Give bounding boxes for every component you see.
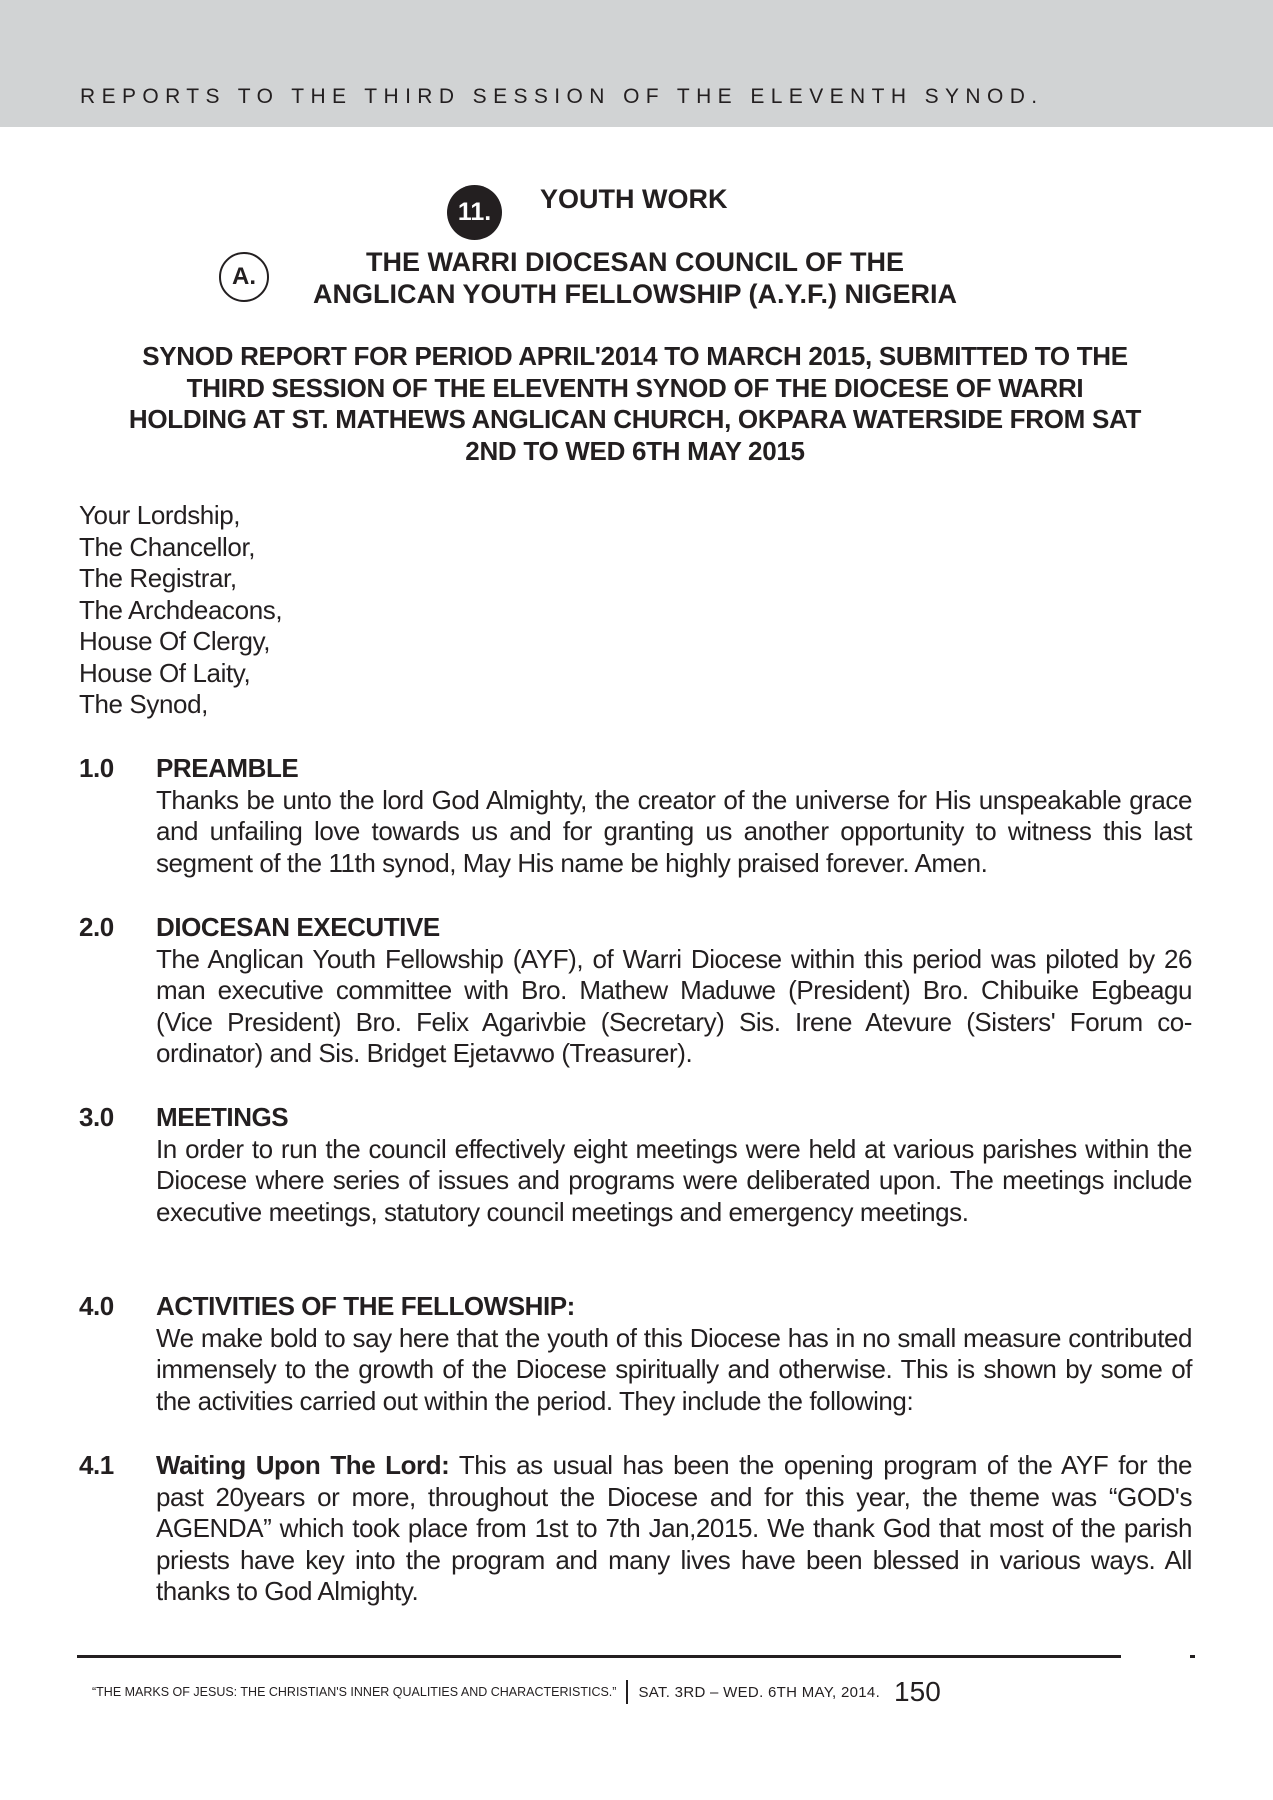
footer-dates: SAT. 3RD – WED. 6TH MAY, 2014. — [638, 1683, 881, 1701]
page-number: 150 — [894, 1676, 941, 1707]
section-heading: MEETINGS — [156, 1102, 289, 1132]
running-title: REPORTS TO THE THIRD SESSION OF THE ELEVENTH SYNOD. — [80, 85, 1044, 108]
section-number: 2.0 — [79, 912, 114, 942]
section-number: 4.0 — [79, 1291, 114, 1321]
page-footer — [92, 1676, 1192, 1708]
section-body: In order to run the council effectively eight meetings were held at various parishes within the Diocese where series of issues and programs were deliberated upon. The meetings include executive meetings, statutory council meetings and emergency meetings. — [156, 1133, 1192, 1227]
report-title-line: 2ND TO WED 6TH MAY 2015 — [465, 435, 805, 466]
footer-divider — [626, 1680, 628, 1704]
section-heading: DIOCESAN EXECUTIVE — [156, 912, 440, 942]
salutation-line: House Of Clergy, — [79, 626, 271, 656]
section-inline-heading: Waiting Upon The Lord: — [156, 1450, 450, 1480]
section-heading: PREAMBLE — [156, 753, 299, 783]
report-title-line: HOLDING AT ST. MATHEWS ANGLICAN CHURCH, OKPARA WATERSIDE FROM SAT — [128, 404, 1142, 435]
salutation-line: House Of Laity, — [79, 657, 251, 688]
footer-theme: “THE MARKS OF JESUS: THE CHRISTIAN'S INNER QUALITIES AND CHARACTERISTICS.” — [92, 1685, 617, 1699]
section-body: The Anglican Youth Fellowship (AYF), of Warri Diocese within this period was piloted by 26 man executive committee with Bro. Mathew Maduwe (President) Bro. Chibuike Egbeagu (Vice President) Bro. Felix Agarivbie (Secretary) Sis. Irene Atevure (Sisters' Forum co-ordinator) and Sis. Bridget Ejetavwo (Treasurer). — [156, 943, 1192, 1069]
salutation-line: The Archdeacons, — [79, 594, 283, 625]
section-diocesan-executive — [79, 912, 1192, 1070]
section-title-line: ANGLICAN YOUTH FELLOWSHIP (A.Y.F.) NIGERIA — [312, 279, 958, 309]
report-title-line: THIRD SESSION OF THE ELEVENTH SYNOD OF THE DIOCESE OF WARRI — [186, 372, 1084, 403]
section-heading: ACTIVITIES OF THE FELLOWSHIP: — [156, 1291, 575, 1321]
section-title-line: THE WARRI DIOCESAN COUNCIL OF THE — [365, 247, 904, 277]
salutation-line: The Registrar, — [79, 563, 237, 593]
section-number: 4.1 — [79, 1450, 114, 1480]
salutation-line: The Synod, — [79, 689, 208, 719]
section-preamble — [79, 753, 1192, 879]
section-number: 3.0 — [79, 1102, 114, 1132]
report-title-line: SYNOD REPORT FOR PERIOD APRIL'2014 TO MARCH 2015, SUBMITTED TO THE — [142, 341, 1128, 371]
section-number: 1.0 — [79, 753, 114, 783]
section-letter-badge: A. — [219, 252, 269, 302]
running-header — [0, 0, 1273, 127]
footer-rule-mark — [1190, 1655, 1195, 1658]
chapter-number-badge: 11. — [447, 185, 502, 240]
chapter-title: YOUTH WORK — [540, 184, 728, 214]
salutation-line: Your Lordship, — [79, 500, 241, 530]
section-body: Thanks be unto the lord God Almighty, the creator of the universe for His unspeakable grace and unfailing love towards us and for granting us another opportunity to witness this last segment of the 11th synod, May His name be highly praised forever. Amen. — [156, 784, 1192, 878]
section-meetings — [79, 1102, 1192, 1228]
section-body: This as usual has been the opening program of the AYF for the past 20years or more, throughout the Diocese and for this year, the theme was “GOD's AGENDA” which took place from 1st to 7th Jan,2015. We thank God that most of the parish priests have key into the program and many lives have been blessed in various ways. All thanks to God Almighty. — [156, 1450, 1192, 1607]
section-waiting-upon-the-lord — [79, 1450, 1192, 1608]
report-title — [70, 341, 1200, 467]
section-activities — [79, 1291, 1192, 1417]
section-body: We make bold to say here that the youth of this Diocese has in no small measure contributed immensely to the growth of the Diocese spiritually and otherwise. This is shown by some of the activities carried out within the period. They include the following: — [156, 1322, 1192, 1416]
salutation-line: The Chancellor, — [79, 531, 256, 562]
section-title — [280, 246, 990, 310]
salutation — [79, 500, 282, 721]
footer-rule — [77, 1655, 1121, 1658]
